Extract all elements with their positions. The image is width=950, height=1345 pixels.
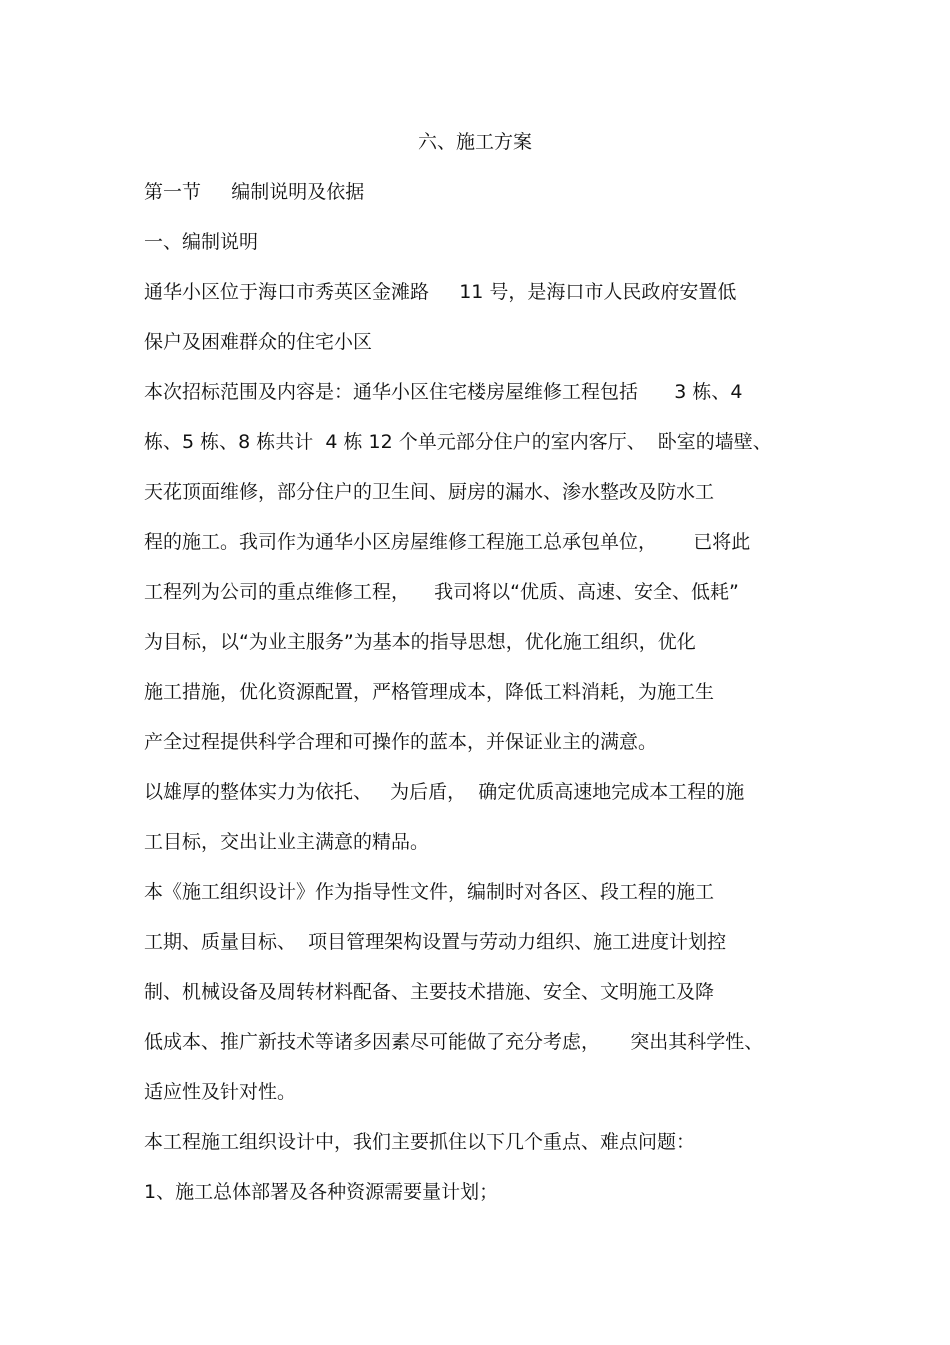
body-line: 工目标，交出让业主满意的精品。: [144, 831, 430, 853]
body-line: 栋、5 栋、8 栋共计 4 栋 12 个单元部分住户的室内客厅、 卧室的墙壁、: [144, 431, 772, 453]
body-line: 天花顶面维修，部分住户的卫生间、厨房的漏水、渗水整改及防水工: [144, 481, 715, 503]
body-line: 工程列为公司的重点维修工程， 我司将以“优质、高速、安全、低耗”: [144, 581, 739, 603]
body-line: 通华小区位于海口市秀英区金滩路 11 号，是海口市人民政府安置低: [144, 281, 737, 303]
subheading: 一、编制说明: [144, 231, 259, 253]
body-line: 为目标，以“为业主服务”为基本的指导思想，优化施工组织，优化: [144, 631, 696, 653]
body-line: 本《施工组织设计》作为指导性文件，编制时对各区、段工程的施工: [144, 881, 715, 903]
body-line: 保户及困难群众的住宅小区: [144, 331, 373, 353]
body-line: 工期、质量目标、 项目管理架构设置与劳动力组织、施工进度计划控: [144, 931, 727, 953]
section-heading: 第一节 编制说明及依据: [144, 181, 365, 203]
list-item: 1、施工总体部署及各种资源需要量计划；: [144, 1181, 499, 1203]
body-line: 本工程施工组织设计中，我们主要抓住以下几个重点、难点问题：: [144, 1131, 696, 1153]
body-line: 程的施工。我司作为通华小区房屋维修工程施工总承包单位， 已将此: [144, 531, 751, 553]
body-line: 适应性及针对性。: [144, 1081, 297, 1103]
body-line: 产全过程提供科学合理和可操作的蓝本，并保证业主的满意。: [144, 731, 658, 753]
document-title: 六、施工方案: [417, 131, 532, 153]
body-line: 本次招标范围及内容是：通华小区住宅楼房屋维修工程包括 3 栋、4: [144, 381, 743, 403]
body-line: 制、机械设备及周转材料配备、主要技术措施、安全、文明施工及降: [144, 981, 715, 1003]
body-line: 施工措施，优化资源配置，严格管理成本，降低工料消耗，为施工生: [144, 681, 715, 703]
body-line: 以雄厚的整体实力为依托、 为后盾， 确定优质高速地完成本工程的施: [144, 781, 745, 803]
body-line: 低成本、推广新技术等诸多因素尽可能做了充分考虑， 突出其科学性、: [144, 1031, 764, 1053]
